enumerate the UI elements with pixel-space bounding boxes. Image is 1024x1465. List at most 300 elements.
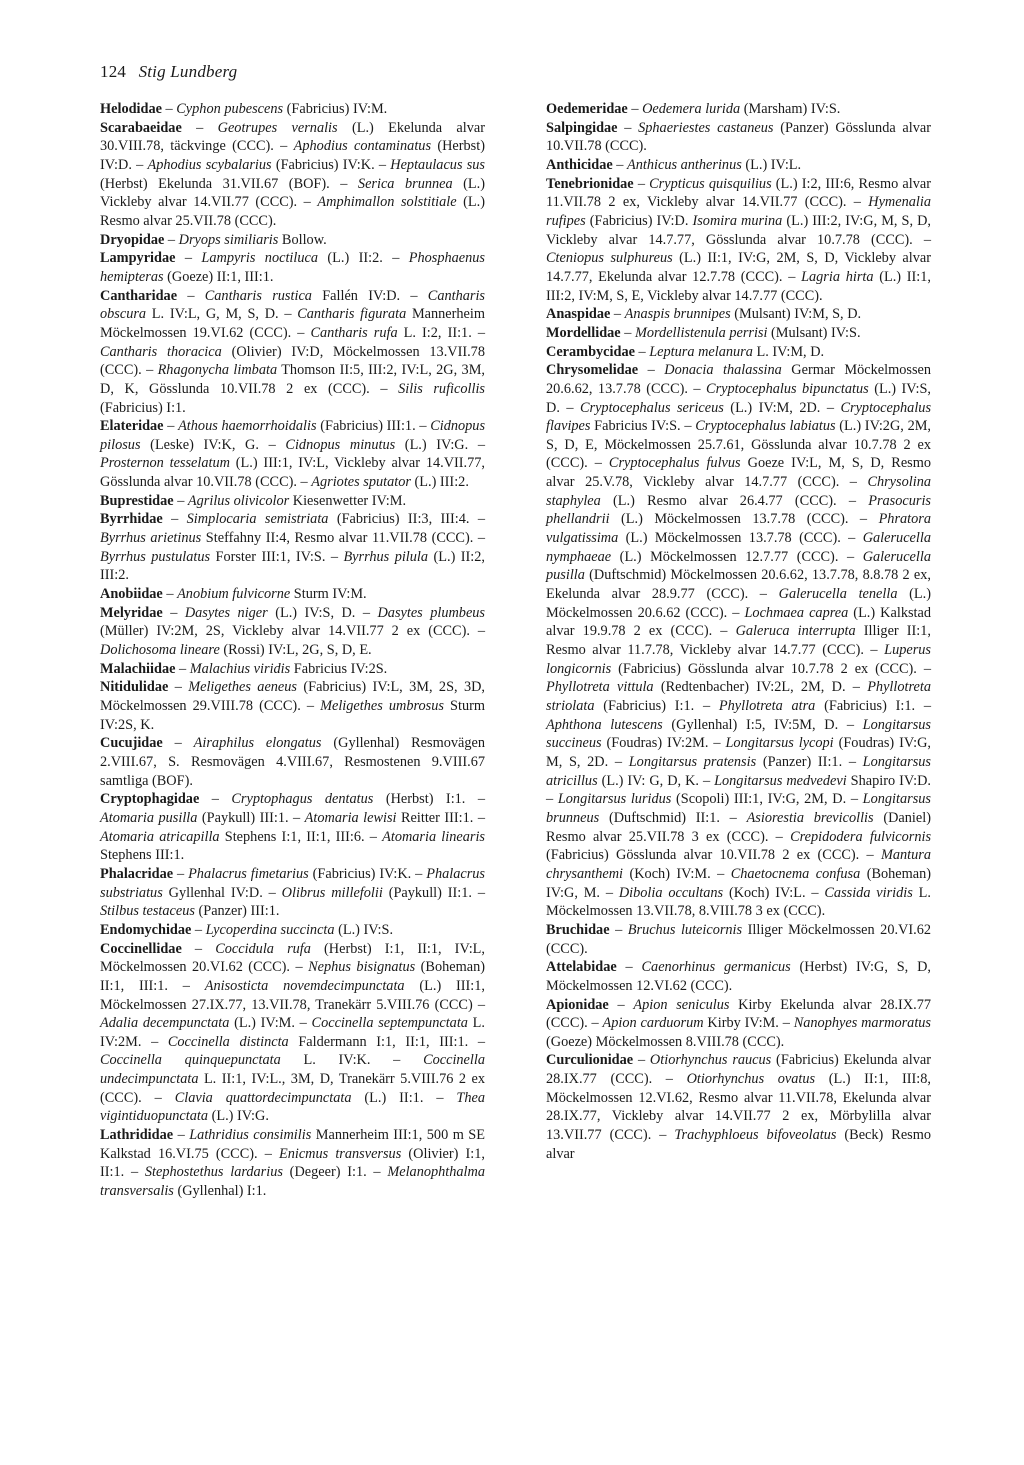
record-text: Kiesenwetter IV:M. [289, 492, 407, 509]
species-name: Byrrhus pustulatus [100, 548, 211, 565]
record-text: Stephens I:1, II:1, III:6. – [219, 828, 383, 845]
record-text: (Gyllenhal) I:5, IV:5M, D. – [662, 716, 863, 733]
species-name: Phalacrus substriatus [100, 865, 485, 901]
species-name: Hymenalia rufipes [546, 194, 931, 229]
record-text: – [175, 660, 190, 677]
record-text: (Fabricius) I:1. – [815, 698, 931, 714]
family-name: Buprestidae [100, 492, 174, 509]
record-text: (Goeze) Möckelmossen 8.VIII.78 (CCC). [546, 1033, 785, 1050]
record-text: (Herbst) IV:G, S, D, Möckelmossen 12.VI.62 (CCC). [546, 959, 931, 994]
record-text: (Fabricius) IV:D. [585, 212, 693, 229]
family-entry [546, 1051, 931, 1163]
record-text: – [173, 865, 189, 882]
family-name: Tenebrionidae [546, 175, 634, 192]
family-name: Phalacridae [100, 865, 174, 882]
family-entry [546, 305, 931, 324]
record-text: – [162, 586, 178, 603]
species-name: Bruchus luteicornis [627, 921, 743, 938]
record-text: – [609, 921, 628, 938]
record-text: (L.) II:1, IV:G, 2M, S, D, Vickleby alvar 14.7.77, Ekelunda alvar 12.7.78 (CCC). – [546, 250, 931, 285]
record-text: (Fabricius) Gösslunda alvar 10.VII.78 2 ex (CCC). – [546, 847, 881, 864]
family-name: Mordellidae [546, 324, 621, 341]
record-text: (Redtenbacher) IV:2L, 2M, D. – [653, 679, 868, 696]
species-name: Caenorhinus germanicus [641, 959, 791, 976]
species-name: Cteniopus sulphureus [546, 250, 673, 267]
family-entry [100, 119, 485, 231]
species-name: Cryptophagus dentatus [231, 791, 374, 808]
record-text: Goeze IV:L, M, S, D, Resmo alvar 25.V.78, Vickleby alvar 14.7.77 (CCC). – [546, 455, 931, 491]
species-name: Coccinella undecimpunctata [100, 1052, 485, 1088]
species-name: Trachyphloeus bifoveolatus [674, 1127, 837, 1144]
species-name: Cryptocephalus sericeus [579, 399, 724, 416]
family-entry [546, 958, 931, 995]
record-text: Shapiro IV:D. – [546, 772, 931, 808]
record-text: – [164, 231, 179, 248]
record-text: (Herbst) IV:D. – [100, 138, 485, 173]
left-column [100, 100, 485, 1201]
species-name: Luperus longicornis [546, 642, 931, 677]
record-text: – [161, 101, 177, 117]
record-text: (L.) IV:S. [334, 921, 394, 938]
family-entry [100, 249, 485, 286]
record-text: (Herbst) Ekelunda 31.VII.67 (BOF). – [100, 175, 358, 192]
record-text: (Fabricius) I:1. – [594, 698, 719, 714]
species-name: Cryptocephalus fulvus [608, 455, 741, 472]
record-text: – [638, 362, 665, 379]
record-text: (Rossi) IV:L, 2G, S, D, E. [219, 642, 372, 659]
species-name: Coccidula rufa [215, 940, 311, 957]
record-text: (Olivier) IV:D, Möckelmossen 13.VII.78 (CCC). – [100, 343, 485, 379]
record-text: Sturm IV:2S, K. [100, 698, 485, 733]
record-text: (L.) III:1, IV:L, Vickleby alvar 14.VII.77, Gösslunda alvar 10.VII.78 (CCC). – [100, 455, 485, 491]
record-text: (Scopoli) III:1, IV:G, 2M, D. – [671, 791, 863, 808]
record-text: L. IV:M, D. [752, 343, 825, 360]
species-name: Meligethes umbrosus [320, 698, 444, 714]
species-name: Oedemera lurida [642, 101, 741, 117]
species-name: Cidnopus pilosus [100, 418, 486, 453]
family-name: Elateridae [100, 418, 164, 435]
family-entry [100, 100, 485, 119]
record-text: (L.) Ekelunda alvar 30.VIII.78, täckvinge (CCC). – [100, 119, 486, 155]
species-name: Airaphilus elongatus [193, 735, 322, 752]
record-text: – [620, 324, 635, 341]
record-text: (L.) IV:S, D. – [267, 604, 378, 621]
record-text: L. I:2, II:1. – [397, 324, 485, 341]
family-entry [546, 119, 931, 156]
family-name: Attelabidae [546, 959, 617, 976]
record-text: Kirby Ekelunda alvar 28.IX.77 (CCC). – [546, 996, 932, 1032]
record-text: (L.) Möckelmossen 13.7.78 (CCC). – [618, 530, 863, 547]
species-name: Cantharis figurata [297, 306, 407, 323]
species-name: Coccinella quinquepunctata [100, 1052, 281, 1069]
record-text: (L.) III:2, IV:G, M, S, D, Vickleby alvar 14.7.77, Gösslunda alvar 10.7.78 (CCC). – [546, 212, 931, 248]
record-text: (Fabricius) IV:L, 3M, 2S, 3D, Möckelmossen 29.VIII.78 (CCC). – [100, 679, 486, 714]
record-text: L. IV:2M. – [100, 1015, 485, 1050]
species-name: Longitarsus atricillus [546, 753, 931, 789]
species-name: Byrrhus arietinus [100, 530, 202, 547]
family-name: Lathrididae [100, 1127, 174, 1144]
family-name: Chrysomelidae [546, 362, 639, 379]
record-text: (L.) II:2. – [318, 250, 409, 267]
family-name: Byrrhidae [100, 511, 163, 528]
record-text: (Fabricius) II:3, III:4. – [328, 511, 486, 528]
species-name: Lycoperdina succincta [205, 921, 335, 938]
family-name: Melyridae [100, 604, 163, 621]
family-name: Curculionidae [546, 1052, 634, 1069]
family-name: Salpingidae [546, 119, 618, 136]
record-text: (L.) III:2. [410, 474, 469, 491]
record-text: – [175, 250, 202, 267]
family-name: Helodidae [100, 101, 162, 117]
record-text: – [162, 604, 185, 621]
species-name: Thea vigintiduopunctata [100, 1089, 485, 1125]
species-name: Anisosticta novemdecimpunctata [204, 977, 405, 994]
species-name: Cassida viridis [824, 884, 913, 901]
record-text: (Paykull) II:1. – [382, 884, 485, 901]
family-name: Malachiidae [100, 660, 176, 677]
record-text: (L.) Resmo alvar 25.VII.78 (CCC). [100, 194, 486, 229]
species-name: Lochmaea caprea [744, 604, 849, 621]
species-name: Enicmus transversus [278, 1145, 402, 1162]
record-text: (Koch) IV:M. – [623, 865, 731, 882]
record-text: (L.) IV:L. [741, 156, 802, 173]
family-entry [100, 940, 485, 1127]
record-text: – [163, 418, 179, 435]
record-text: (Foudras) IV:2M. – [601, 735, 726, 752]
record-text: (Panzer) III:1. [194, 903, 280, 920]
record-text: (Fabricius) Gösslunda alvar 10.7.78 2 ex (CCC). – [611, 660, 931, 677]
family-entry [546, 361, 931, 921]
family-entry [100, 865, 485, 921]
species-name: Prosternon tesselatum [100, 455, 230, 472]
family-entry [546, 343, 931, 362]
species-name: Lampyris noctiluca [201, 250, 318, 267]
record-text: – [173, 492, 188, 509]
species-name: Cyphon pubescens [176, 101, 284, 117]
record-text: – [634, 343, 650, 360]
species-name: Sphaeriestes castaneus [638, 119, 774, 136]
record-text: (L.) II:1, III:8, Möckelmossen 12.VI.62, Resmo alvar 11.VII.78, Ekelunda alvar 28.IX.77, Vickleby alvar 14.VII.77 2 ex, Mörbylilla alvar 13.VII.77 (CCC). – [546, 1071, 931, 1144]
record-text: Illiger II:1, Resmo alvar 11.7.78, Vickleby alvar 14.7.77 (CCC). – [546, 623, 932, 659]
species-name: Atomaria pusilla [100, 809, 198, 826]
species-name: Longitarsus medvedevi [714, 772, 847, 789]
species-name: Dasytes niger [184, 604, 268, 621]
record-text: Forster III:1, IV:S. – [210, 548, 344, 565]
family-entry [100, 287, 485, 418]
record-text: (L.) Möckelmossen 20.6.62 (CCC). – [546, 586, 931, 621]
record-text: – [177, 287, 205, 304]
record-text: (Fabricius) I:1. [100, 399, 186, 416]
species-name: Anthicus antherinus [627, 156, 742, 173]
record-text: (Boheman) II:1, III:1. – [100, 959, 485, 994]
family-name: Oedemeridae [546, 101, 628, 117]
species-name: Otiorhynchus ovatus [686, 1071, 816, 1088]
record-text: – [181, 940, 216, 957]
family-entry [100, 921, 485, 940]
record-text: (L.) IV:M. – [229, 1015, 312, 1032]
record-text: Germar Möckelmossen 20.6.62, 13.7.78 (CCC). – [546, 362, 931, 397]
family-entry [100, 734, 485, 790]
species-name: Phalacrus fimetarius [188, 865, 309, 882]
record-text: (L.) IV:M, 2D. – [723, 399, 841, 416]
record-text: (Fabricius) IV:M. [283, 101, 388, 117]
record-text: Fallén IV:D. – [311, 287, 428, 304]
family-entry [546, 100, 931, 119]
species-name: Atomaria linearis [382, 828, 485, 845]
species-name: Longitarsus pratensis [628, 753, 757, 770]
running-head-author: Stig Lundberg [138, 62, 238, 81]
species-name: Coccinella septempunctata [311, 1015, 468, 1032]
species-name: Longitarsus luridus [557, 791, 672, 808]
species-name: Apion seniculus [633, 996, 730, 1013]
family-entry [100, 510, 485, 585]
record-text: Mannerheim Möckelmossen 19.VI.62 (CCC). – [100, 306, 485, 341]
species-name: Aphthona lutescens [546, 716, 663, 733]
record-text: (Goeze) II:1, III:1. [163, 268, 274, 285]
family-entry [100, 678, 485, 734]
species-name: Clavia quattordecimpunctata [174, 1089, 352, 1106]
record-text: (L.) IV: G, D, K. – [597, 772, 715, 789]
species-name: Apion carduorum [602, 1015, 704, 1032]
species-name: Dryops similiaris [178, 231, 279, 248]
family-entry [546, 156, 931, 175]
family-entry [100, 1126, 485, 1201]
record-text: (Gyllenhal) I:1. [173, 1183, 267, 1200]
species-name: Cantharis obscura [100, 287, 485, 323]
species-name: Amphimallon solstitiale [317, 194, 457, 211]
record-text: – [617, 119, 639, 136]
record-text: (Panzer) Gösslunda alvar 10.VII.78 (CCC). [546, 119, 931, 155]
species-name: Atomaria lewisi [304, 809, 397, 826]
record-text: (Degeer) I:1. – [282, 1164, 388, 1181]
species-name: Heptaulacus sus [390, 156, 486, 173]
species-name: Lathridius consimilis [189, 1127, 312, 1144]
record-text: Steffahny II:4, Resmo alvar 11.VII.78 (CCC). – [201, 530, 486, 547]
record-text: L. IV:L, G, M, S, D. – [146, 306, 298, 323]
record-text: (L.) IV:G. – [395, 436, 485, 453]
species-name: Atomaria atricapilla [100, 828, 220, 845]
record-text: Fabricius IV:S. – [590, 418, 696, 435]
record-text: (L.) II:1. – [351, 1089, 457, 1106]
species-name: Cryptocephalus labiatus [695, 418, 836, 435]
species-name: Dasytes plumbeus [377, 604, 485, 621]
family-entry [546, 175, 931, 306]
record-text: (L.) Möckelmossen 12.7.77 (CCC). – [611, 548, 863, 565]
record-text: (Herbst) I:1, II:1, IV:L, Möckelmossen 20.VI.62 (CCC). – [100, 940, 485, 976]
record-text: Gyllenhal IV:D. – [162, 884, 282, 901]
record-text: (Boheman) IV:G, M. – [546, 865, 932, 901]
species-name: Longitarsus lycopi [725, 735, 834, 752]
right-column [546, 100, 931, 1163]
record-text: (L.) Kalkstad alvar 19.9.78 2 ex (CCC). – [546, 604, 931, 640]
species-name: Asiorestia brevicollis [746, 809, 874, 826]
record-text: – [610, 306, 625, 323]
species-name: Simplocaria semistriata [186, 511, 329, 528]
family-name: Anobiidae [100, 586, 163, 603]
species-name: Olibrus millefolii [281, 884, 383, 901]
record-text: – [627, 101, 643, 117]
family-name: Anaspidae [546, 306, 611, 323]
record-text: (Mulsant) IV:S. [767, 324, 861, 341]
record-text: (L.) I:2, III:6, Resmo alvar 11.VII.78 2 ex, Vickleby alvar 14.VII.77 (CCC). – [546, 175, 931, 211]
record-text: – [173, 1127, 190, 1144]
family-entry [100, 585, 485, 604]
record-text: Reitter III:1. – [396, 809, 485, 826]
record-text: L. Möckelmossen 13.VII.78, 8.VIII.78 3 ex (CCC). [546, 884, 931, 920]
species-name: Adalia decempunctata [100, 1015, 230, 1032]
species-name: Anaspis brunnipes [624, 306, 731, 323]
species-name: Cryptocephalus flavipes [546, 399, 932, 435]
species-name: Dolichosoma lineare [100, 642, 220, 659]
record-text: Sturm IV:M. [290, 586, 367, 603]
species-name: Nephus bisignatus [308, 959, 416, 976]
species-name: Phosphaenus hemipteras [100, 250, 485, 285]
record-text: – [633, 175, 650, 192]
record-text: (L.) Möckelmossen 13.7.78 (CCC). – [609, 511, 879, 528]
species-name: Silis ruficollis [398, 380, 485, 397]
species-name: Cryptocephalus bipunctatus [706, 380, 869, 397]
species-name: Agriotes sputator [311, 474, 411, 491]
record-text: (L.) II:1, III:2, IV:M, S, E, Vickleby alvar 14.7.77 (CCC). [546, 268, 931, 304]
record-text: (Fabricius) Ekelunda alvar 28.IX.77 (CCC). – [546, 1052, 931, 1088]
record-text: (Duftschmid) II:1. – [599, 809, 747, 826]
record-text: (Müller) IV:2M, 2S, Vickleby alvar 14.VII.77 2 ex (CCC). – [100, 623, 485, 640]
record-text: (Herbst) I:1. – [373, 791, 486, 808]
family-name: Nitidulidae [100, 679, 169, 696]
record-text: (Daniel) Resmo alvar 25.VII.78 3 ex (CCC). – [546, 809, 931, 845]
species-name: Galerucella pusilla [546, 548, 931, 584]
record-text: (L.) Resmo alvar 26.4.77 (CCC). – [600, 492, 869, 509]
record-text: Stephens III:1. [100, 847, 185, 864]
record-text: (Duftschmid) Möckelmossen 20.6.62, 13.7.78, 8.8.78 2 ex, Ekelunda alvar 28.9.77 (CCC). – [546, 567, 931, 603]
species-name: Otiorhynchus raucus [649, 1052, 772, 1069]
species-name: Mantura chrysanthemi [546, 847, 931, 882]
species-name: Aphodius scybalarius [147, 156, 272, 173]
record-text: – [612, 156, 628, 173]
species-name: Longitarsus brunneus [546, 791, 931, 826]
species-name: Isomira murina [692, 212, 783, 229]
record-text: Kirby IV:M. – [703, 1015, 794, 1032]
record-text: (Koch) IV:L. – [723, 884, 825, 901]
species-name: Leptura melanura [649, 343, 753, 360]
record-text: (Olivier) I:1, II:1. – [100, 1145, 485, 1181]
species-name: Phratora vulgatissima [546, 511, 931, 547]
species-name: Stilbus testaceus [100, 903, 195, 920]
record-text: (L.) IV:S, D. – [546, 380, 932, 416]
species-name: Longitarsus succineus [546, 716, 932, 752]
family-name: Anthicidae [546, 156, 613, 173]
family-entry [546, 324, 931, 343]
record-text: – [181, 119, 218, 136]
species-name: Chrysolina staphylea [546, 474, 931, 509]
page-header [100, 62, 237, 82]
family-name: Scarabaeidae [100, 119, 182, 136]
species-name: Stephostethus lardarius [144, 1164, 283, 1181]
species-name: Agrilus olivicolor [187, 492, 290, 509]
species-name: Galerucella nymphaeae [546, 530, 931, 565]
species-name: Cantharis rustica [204, 287, 312, 304]
species-name: Phyllotreta atra [718, 698, 816, 714]
record-text: (Fabricius) IV:K. – [271, 156, 391, 173]
family-name: Apionidae [546, 996, 609, 1013]
record-text: – [616, 959, 642, 976]
species-name: Serica brunnea [357, 175, 453, 192]
record-text: – [162, 735, 194, 752]
family-entry [100, 231, 485, 250]
species-name: Lagria hirta [801, 268, 874, 285]
species-name: Byrrhus pilula [343, 548, 429, 565]
record-text: (Gyllenhal) Resmovägen 2.VIII.67, S. Resmovägen 4.VIII.67, Resmostenen 9.VIII.67 samtliga (BOF). [100, 735, 485, 789]
family-name: Cucujidae [100, 735, 163, 752]
record-text: Fabricius IV:2S. [290, 660, 388, 677]
species-name: Aphodius contaminatus [293, 138, 432, 155]
family-name: Endomychidae [100, 921, 192, 938]
record-text: (L.) II:2, III:2. [100, 548, 486, 584]
family-entry [100, 604, 485, 660]
record-text: Illiger Möckelmossen 20.VI.62 (CCC). [546, 921, 932, 957]
species-name: Mordellistenula perrisi [634, 324, 768, 341]
species-name: Dibolia occultans [618, 884, 724, 901]
record-text: (Fabricius) IV:K. – [308, 865, 427, 882]
species-name: Chaetocnema confusa [730, 865, 861, 882]
record-text: Faldermann I:1, II:1, III:1. – [288, 1033, 485, 1050]
record-text: – [191, 921, 206, 938]
record-text: (Beck) Resmo alvar [546, 1127, 931, 1162]
species-name: Nanophyes marmoratus [793, 1015, 932, 1032]
species-name: Rhagonycha limbata [157, 362, 278, 379]
record-text: (L.) IV:G. [208, 1108, 269, 1125]
family-name: Cantharidae [100, 287, 178, 304]
species-name: Coccinella distincta [167, 1033, 289, 1050]
species-name: Malachius viridis [189, 660, 291, 677]
record-text: (Paykull) III:1. – [197, 809, 305, 826]
species-name: Crepidodera fulvicornis [790, 828, 932, 845]
record-text: (Marsham) IV:S. [740, 101, 841, 117]
record-text: – [168, 679, 189, 696]
family-name: Coccinellidae [100, 940, 182, 957]
species-name: Galerucella tenella [778, 586, 898, 603]
record-text: L. IV:K. – [280, 1052, 424, 1069]
record-text: – [633, 1052, 650, 1069]
species-name: Meligethes aeneus [188, 679, 297, 696]
record-text: Mannerheim III:1, 500 m SE Kalkstad 16.VI.75 (CCC). – [100, 1127, 485, 1162]
family-entry [100, 417, 485, 492]
species-name: Cantharis rufa [310, 324, 398, 341]
page-number: 124 [100, 62, 127, 81]
species-name: Prasocuris phellandrii [546, 492, 931, 528]
species-name: Melanophthalma transversalis [100, 1164, 485, 1200]
record-text: L. II:1, IV:L., 3M, D, Tranekärr 5.VIII.76 2 ex (CCC). – [100, 1071, 485, 1106]
species-name: Athous haemorrhoidalis [178, 418, 317, 435]
record-text: – [608, 996, 634, 1013]
family-name: Bruchidae [546, 921, 610, 938]
family-entry [100, 660, 485, 679]
species-name: Anobium fulvicorne [177, 586, 291, 603]
record-text: (L.) III:1, Möckelmossen 27.IX.77, 13.VII.78, Tranekärr 5.VIII.76 (CCC) – [100, 977, 485, 1013]
family-name: Dryopidae [100, 231, 165, 248]
record-text: (Panzer) II:1. – [756, 753, 863, 770]
family-entry [100, 492, 485, 511]
family-name: Lampyridae [100, 250, 176, 267]
family-entry [546, 996, 931, 1052]
species-name: Cantharis thoracica [100, 343, 222, 360]
record-text: (Leske) IV:K, G. – [140, 436, 286, 453]
record-text: – [199, 791, 232, 808]
species-name: Cidnopus minutus [285, 436, 396, 453]
species-name: Galeruca interrupta [735, 623, 856, 640]
species-name: Donacia thalassina [664, 362, 782, 379]
record-text: – [162, 511, 187, 528]
